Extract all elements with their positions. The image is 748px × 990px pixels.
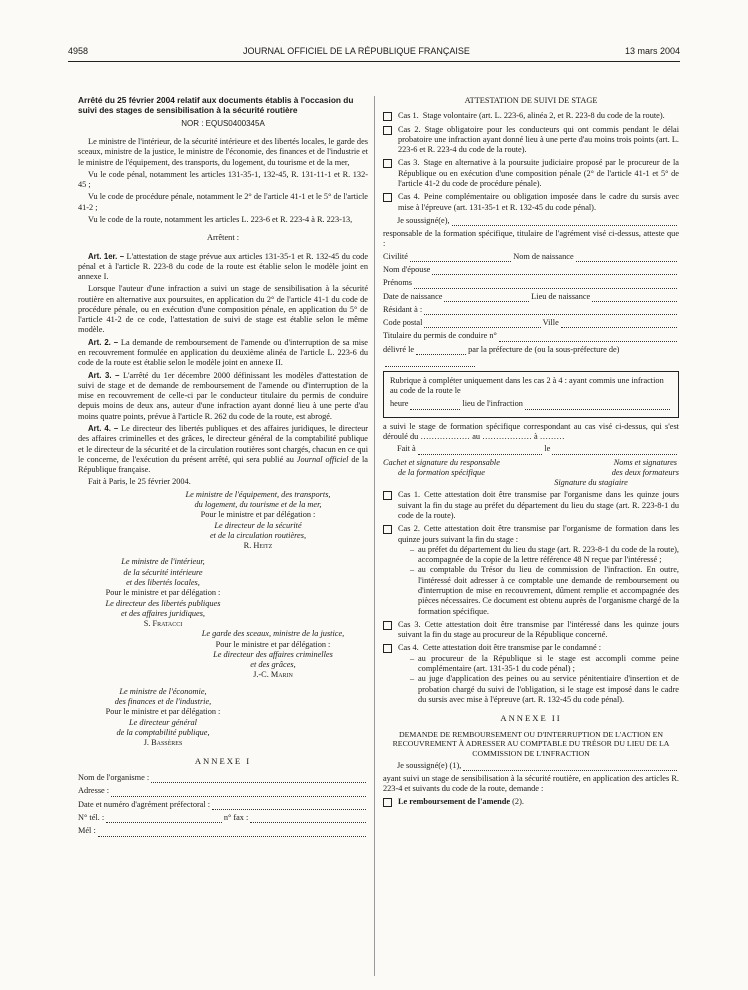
demande-title: DEMANDE DE REMBOURSEMENT OU D'INTERRUPTION DE L'ACTION EN RECOUVREMENT À ADRESSER AU COMPTABLE DU TRÉSOR DU LIEU DE LA COMMISSION DE L'INFRACTION xyxy=(392,729,670,759)
field-soussigne-2: Je soussigné(e) (1), xyxy=(397,761,679,771)
column-divider xyxy=(374,96,375,976)
journal-title: JOURNAL OFFICIEL DE LA RÉPUBLIQUE FRANÇAISE xyxy=(243,46,470,56)
right-column xyxy=(383,96,679,810)
case-2-checkbox-row[interactable]: Cas 2. Stage obligatoire pour les conducteurs qui ont commis pendant le délai probatoire une infraction ayant donné lieu à une perte d'au moins trois points (art. L. 223-6 et R. 223-4 du code de la route). xyxy=(383,125,679,156)
field-soussigne: Je soussigné(e), xyxy=(397,216,679,226)
publication-date: 13 mars 2004 xyxy=(624,46,680,56)
demande-text: ayant suivi un stage de sensibilisation à la sécurité routière, en application des articles R. 223-4 et suivants du code de la route, demande : xyxy=(383,773,679,794)
checkbox[interactable] xyxy=(383,644,392,653)
signature-economie: Le ministre de l'économie, des finances et de l'industrie, Pour le ministre et par délégation : Le directeur général de la comptabilité publique, J. Bassères xyxy=(105,686,221,748)
checkbox[interactable] xyxy=(383,193,392,202)
case-3-checkbox-row[interactable]: Cas 3. Stage en alternative à la poursuite judiciaire proposé par le procureur de la République ou en exécution d'une composition pénale (2° de l'article 41-1 et 5° de l'article 41-2 du code de procédure pénale). xyxy=(383,158,679,189)
nor-reference: NOR : EQUS0400345A xyxy=(181,119,265,129)
transmission-case-4[interactable]: Cas 4. Cette attestation doit être transmise par le condamné : – au procureur de la République si le stage est accompli comme peine complémentaire (art. 131-35-1 du code pénal) ; – au juge d'application des peines ou au service pénitentiaire d'insertion et de probation chargé du suivi de l'obligation, si le stage est imposé dans le cadre du sursis avec mise à l'épreuve (art. R. 132-45 du code pénal). xyxy=(383,643,679,705)
arretent: Arrêtent : xyxy=(206,233,240,243)
field-mel: Mél : xyxy=(78,826,368,836)
checkbox[interactable] xyxy=(383,798,392,807)
field-civilite: Civilité Nom de naissance xyxy=(383,252,679,262)
field-fait-a: Fait à le xyxy=(397,444,679,454)
checkbox[interactable] xyxy=(383,621,392,630)
article-3: Art. 3. – L'arrêté du 1er décembre 2000 définissant les modèles d'attestation de suivi de stage et de demande de remboursement de l'amende ou d'interruption de la mise en recouvrement de celle-ci par le conducteur titulaire du permis de conduire depuis moins de deux ans, auteur d'une infraction ayant donné lieu à une perte d'au moins quatre points, prévue à l'article R. 262 du code de la route, est abrogé. xyxy=(78,370,368,421)
transmission-case-2[interactable]: Cas 2. Cette attestation doit être transmise par l'organisme de formation dans les quinze jours suivant la fin du stage : – au préfet du département du lieu du stage (art. R. 223-8-1 du code de la route), accompagnée de la copie de la lettre référence 48 N reçue par l'intéressé ; – au comptable du Trésor du lieu de commission de l'infraction. En outre, l'intéressé doit adresser à ce comptable une demande de remboursement ou d'interruption de mise en recouvrement, dûment remplie et accompagnée des pièces nécessaires. Ce document est obtenu auprès de l'organisme chargé de la formation spécifique. xyxy=(383,524,679,617)
suivi-text: a suivi le stage de formation spécifique correspondant au cas visé ci-dessus, qui s'est déroulé du ……………… au ……………… à ……… xyxy=(383,421,679,442)
signed-at: Fait à Paris, le 25 février 2004. xyxy=(88,477,191,487)
article-1-para-2: Lorsque l'auteur d'une infraction a suivi un stage de sensibilisation à la sécurité routière en alternative aux poursuites, en application du 2° de l'article 41-1 du code de procédure pénale, ou en exécution d'une composition pénale, en application du 5° de l'article 41-2 de ce code, l'attestation de suivi de stage est établie selon le même modèle. xyxy=(78,284,368,335)
field-adresse: Adresse : xyxy=(78,786,368,796)
checkbox[interactable] xyxy=(383,525,392,534)
left-column xyxy=(78,96,368,840)
field-delivre: délivré le par la préfecture de (ou la sous-préfecture de) xyxy=(383,344,620,354)
decree-title: Arrêté du 25 février 2004 relatif aux documents établis à l'occasion du suivi des stages de sensibilisation à la sécurité routière xyxy=(78,95,354,115)
page-header xyxy=(68,46,680,62)
vu-code-procedure: Vu le code de procédure pénale, notamment le 2° de l'article 41-1 et le 5° de l'article 41-2 ; xyxy=(78,192,368,212)
vu-code-penal: Vu le code pénal, notamment les articles 131-35-1, 132-45, R. 131-11-1 et R. 132-45 ; xyxy=(78,169,368,190)
field-prenoms: Prénoms xyxy=(383,278,679,288)
checkbox[interactable] xyxy=(383,126,392,135)
field-organisme: Nom de l'organisme : xyxy=(78,773,368,783)
field-resident: Résidant à : xyxy=(383,305,679,315)
transmission-case-3[interactable]: Cas 3. Cette attestation doit être transmise par l'intéressé dans les quinze jours suivant la fin du stage au procureur de la République concerné. xyxy=(383,620,679,641)
article-1: Art. 1er. – L'attestation de stage prévue aux articles 131-35-1 et R. 132-45 du code pénal et à l'article R. 223-8 du code de la route est établie selon le modèle joint en annexe I. xyxy=(78,251,369,282)
preamble: Le ministre de l'intérieur, de la sécurité intérieure et des libertés locales, le garde des sceaux, ministre de la justice, le ministre de l'économie, des finances et de l'industrie et le ministre de l'équipement, des transports, du logement, du tourisme et de la mer, xyxy=(78,136,368,167)
article-4: Art. 4. – Le directeur des libertés publiques et des affaires juridiques, le directeur des affaires criminelles et des grâces, le directeur général de la comptabilité publique et le directeur de la sécurité et de la circulation routières sont chargés, chacun en ce qui le concerne, de l'exécution du présent arrêté, qui sera publié au Journal officiel de la République française. xyxy=(78,424,368,475)
vu-code-route: Vu le code de la route, notamment les articles L. 223-6 et R. 223-4 à R. 223-13, xyxy=(88,214,353,224)
signature-justice: Le garde des sceaux, ministre de la justice, Pour le ministre et par délégation : Le directeur des affaires criminelles et des grâces, J.-C. Marin xyxy=(201,629,345,680)
signature-interieur: Le ministre de l'intérieur, de la sécurité intérieure et des libertés locales, Pour le ministre et par délégation : Le directeur des libertés publiques et des affaires juridiques, S. Fratacci xyxy=(105,557,221,629)
field-agrement: Date et numéro d'agrément préfectoral : xyxy=(78,800,368,810)
checkbox[interactable] xyxy=(383,112,392,121)
field-nom-epouse: Nom d'épouse xyxy=(383,265,679,275)
case-4-checkbox-row[interactable]: Cas 4. Peine complémentaire ou obligation imposée dans le cadre du sursis avec mise à l'épreuve (art. 131-35-1 et R. 132-45 du code pénal). xyxy=(383,192,679,213)
page-number: 4958 xyxy=(68,46,89,56)
signature-blocks: Cachet et signature du responsable de la formation spécifique Noms et signatures des deux formateurs xyxy=(383,457,679,477)
rubrique-box: Rubrique à compléter uniquement dans les cas 2 à 4 : ayant commis une infraction au code de la route le heure lieu de l'infraction xyxy=(383,371,679,418)
transmission-case-1[interactable]: Cas 1. Cette attestation doit être transmise par l'organisme dans les quinze jours suivant la fin du stage au préfet du département du lieu du stage (art. R. 223-8-1 du code de la route). xyxy=(383,490,679,521)
annex-1-heading: ANNEXE I xyxy=(194,756,252,767)
signature-stagiaire: Signature du stagiaire xyxy=(554,478,628,488)
checkbox[interactable] xyxy=(383,159,392,168)
case-1-checkbox-row[interactable]: Cas 1. Stage volontaire (art. L. 223-6, alinéa 2, et R. 223-8 du code de la route). xyxy=(383,111,679,121)
attestation-title: ATTESTATION DE SUIVI DE STAGE xyxy=(464,96,598,105)
checkbox[interactable] xyxy=(383,491,392,500)
annex-2-heading: ANNEXE II xyxy=(500,713,562,724)
field-permis: Titulaire du permis de conduire n° xyxy=(383,331,679,341)
field-date-naissance: Date de naissance Lieu de naissance xyxy=(383,292,679,302)
field-telephone-fax: N° tél. : n° fax : xyxy=(78,813,368,823)
responsable-text: responsable de la formation spécifique, titulaire de l'agrément visé ci-dessus, atteste que : xyxy=(383,229,679,249)
article-2: Art. 2. – La demande de remboursement de l'amende ou d'interruption de sa mise en recouvrement formulée en application du deuxième alinéa de l'article L. 223-6 du code de la route est établie selon le modèle joint en annexe II. xyxy=(78,337,368,368)
signature-equipement: Le ministre de l'équipement, des transports, du logement, du tourisme et de la mer, Pour le ministre et par délégation : Le directeur de la sécurité et de la circulation routières, R. Heitz xyxy=(185,489,331,551)
field-code-postal: Code postal Ville xyxy=(383,318,679,328)
remboursement-checkbox-row[interactable]: Le remboursement de l'amende (2). xyxy=(383,797,679,807)
